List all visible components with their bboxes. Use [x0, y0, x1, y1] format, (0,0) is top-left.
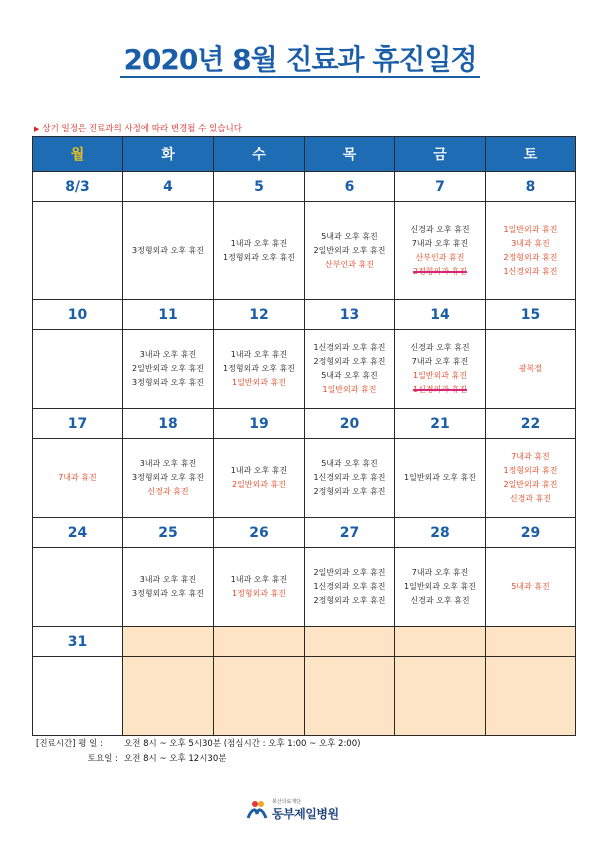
closure-entry: 2일반외과 오후 휴진	[313, 568, 386, 577]
closure-entry: 3내과 오후 휴진	[139, 575, 197, 584]
closure-entry: 1일반외과 휴진	[322, 385, 377, 394]
closure-entry: 1내과 오후 휴진	[230, 350, 288, 359]
schedule-cell	[486, 202, 576, 300]
schedule-row	[33, 202, 576, 300]
closure-entry: 2정형외과 오후 휴진	[313, 357, 386, 366]
closure-entry: 1정형외과 휴진	[503, 466, 558, 475]
closure-entry: 7내과 오후 휴진	[411, 568, 469, 577]
closure-entry: 1일반외과 휴진	[412, 371, 467, 380]
date-cell: 22	[486, 409, 576, 439]
schedule-row	[33, 657, 576, 736]
closure-entry: 7내과 오후 휴진	[411, 238, 469, 248]
schedule-row	[33, 548, 576, 627]
schedule-cell	[305, 657, 395, 736]
weekday-label: 평 일 :	[78, 739, 103, 749]
weekday-header-wed: 수	[214, 137, 305, 172]
schedule-cell	[305, 439, 395, 518]
schedule-row	[33, 330, 576, 409]
closure-entry: 1정형외과 휴진	[231, 589, 286, 598]
date-row	[33, 172, 576, 202]
date-cell: 5	[214, 172, 305, 202]
schedule-cell	[395, 439, 486, 518]
hours-saturday-row	[36, 752, 360, 767]
date-cell: 29	[486, 518, 576, 548]
schedule-cell	[123, 439, 214, 518]
date-cell: 15	[486, 300, 576, 330]
date-cell	[123, 627, 214, 657]
date-cell: 20	[305, 409, 395, 439]
schedule-cell	[214, 202, 305, 300]
schedule-cell	[395, 657, 486, 736]
closure-entry: 3내과 오후 휴진	[139, 350, 197, 359]
notice-arrow-icon: ▶	[34, 125, 40, 133]
schedule-cell	[214, 439, 305, 518]
closure-entry: 1정형외과 오후 휴진	[223, 364, 295, 373]
closure-entry: 1일반외과 오후 휴진	[404, 582, 476, 591]
date-cell: 12	[214, 300, 305, 330]
date-cell: 28	[395, 518, 486, 548]
page-title: 2020년 8월 진료과 휴진일정	[123, 43, 477, 76]
closure-entry: 5내과 휴진	[511, 582, 550, 591]
cancelled-closure-entry: 2정형외과 휴진	[412, 266, 467, 276]
date-row	[33, 300, 576, 330]
closure-entry: 3내과 휴진	[511, 238, 550, 248]
date-cell: 18	[123, 409, 214, 439]
closure-entry: 신경과 휴진	[509, 494, 552, 503]
saturday-label: 토요일 :	[87, 754, 118, 764]
closure-entry: 1일반외과 오후 휴진	[404, 473, 476, 482]
hours-title: [진료시간]	[36, 739, 76, 749]
date-cell: 17	[33, 409, 123, 439]
schedule-cell	[486, 548, 576, 627]
closure-entry: 2일반외과 휴진	[231, 480, 286, 489]
closure-entry: 2정형외과 오후 휴진	[313, 596, 386, 605]
schedule-cell	[214, 548, 305, 627]
closure-entry: 3정형외과 오후 휴진	[132, 245, 204, 255]
closure-entry: 1신경외과 오후 휴진	[313, 343, 386, 352]
schedule-calendar	[32, 136, 576, 736]
logo-mark-icon	[246, 800, 268, 820]
date-cell: 11	[123, 300, 214, 330]
hours-label	[36, 737, 124, 752]
date-cell: 7	[395, 172, 486, 202]
hospital-logo	[246, 798, 339, 822]
date-cell: 27	[305, 518, 395, 548]
closure-entry: 1정형외과 오후 휴진	[223, 252, 295, 262]
schedule-cell	[123, 202, 214, 300]
date-cell: 26	[214, 518, 305, 548]
closure-entry: 5내과 오후 휴진	[321, 371, 378, 380]
date-cell	[305, 627, 395, 657]
cancelled-closure-entry: 1신경외과 휴진	[412, 385, 467, 394]
closure-entry: 3정형외과 오후 휴진	[132, 473, 204, 482]
schedule-cell	[486, 330, 576, 409]
weekday-header-sat: 토	[486, 137, 576, 172]
closure-entry: 1신경외과 오후 휴진	[313, 582, 386, 591]
schedule-cell	[395, 548, 486, 627]
schedule-cell	[33, 657, 123, 736]
date-cell	[486, 627, 576, 657]
schedule-cell	[305, 202, 395, 300]
closure-entry: 3정형외과 오후 휴진	[132, 589, 204, 598]
schedule-cell	[123, 330, 214, 409]
closure-entry: 1내과 오후 휴진	[230, 238, 288, 248]
closure-entry: 신경과 오후 휴진	[410, 224, 470, 234]
closure-entry: 광복절	[518, 364, 543, 373]
notice	[34, 122, 242, 134]
saturday-hours: 오전 8시 ~ 오후 12시30분	[124, 754, 227, 764]
schedule-cell	[305, 548, 395, 627]
closure-entry: 1내과 오후 휴진	[230, 466, 288, 475]
date-row	[33, 409, 576, 439]
schedule-cell	[33, 330, 123, 409]
closure-entry: 3내과 오후 휴진	[139, 459, 197, 468]
weekday-header-thu: 목	[305, 137, 395, 172]
weekday-hours: 오전 8시 ~ 오후 5시30분 (점심시간 : 오후 1:00 ~ 오후 2:00)	[124, 739, 361, 749]
closure-entry: 2일반외과 오후 휴진	[313, 245, 386, 255]
weekday-header-row	[33, 137, 576, 172]
logo-subtitle: 봉산의료재단	[272, 799, 301, 805]
date-cell: 13	[305, 300, 395, 330]
closure-entry: 1신경외과 휴진	[503, 266, 558, 276]
date-cell: 24	[33, 518, 123, 548]
date-cell: 21	[395, 409, 486, 439]
closure-entry: 산부인과 휴진	[325, 259, 374, 269]
closure-entry: 1일반외과 휴진	[231, 378, 286, 387]
closure-entry: 2일반외과 휴진	[503, 480, 558, 489]
schedule-cell	[395, 330, 486, 409]
date-row	[33, 627, 576, 657]
closure-entry: 2정형외과 오후 휴진	[313, 487, 386, 496]
weekday-header-fri: 금	[395, 137, 486, 172]
notice-text: 상기 일정은 진료과의 사정에 따라 변경될 수 있습니다	[42, 124, 242, 134]
hours-weekday-row	[36, 737, 360, 752]
weekday-header-tue: 화	[123, 137, 214, 172]
schedule-cell	[123, 548, 214, 627]
logo-name: 동부제일병원	[272, 807, 339, 821]
schedule-cell	[33, 202, 123, 300]
date-cell: 14	[395, 300, 486, 330]
closure-entry: 산부인과 휴진	[415, 252, 465, 262]
schedule-row	[33, 439, 576, 518]
schedule-cell	[33, 548, 123, 627]
schedule-cell	[305, 330, 395, 409]
closure-entry: 7내과 휴진	[58, 473, 97, 482]
title-underline	[120, 76, 480, 78]
schedule-cell	[33, 439, 123, 518]
closure-entry: 1내과 오후 휴진	[230, 575, 288, 584]
schedule-cell	[123, 657, 214, 736]
closure-entry: 5내과 오후 휴진	[321, 231, 378, 241]
closure-entry: 5내과 오후 휴진	[321, 459, 378, 468]
date-cell	[395, 627, 486, 657]
closure-entry: 2일반외과 오후 휴진	[132, 364, 204, 373]
schedule-cell	[214, 330, 305, 409]
closure-entry: 신경과 휴진	[147, 487, 189, 496]
closure-entry: 3정형외과 오후 휴진	[132, 378, 204, 387]
closure-entry: 7내과 휴진	[511, 452, 550, 461]
schedule-cell	[486, 657, 576, 736]
closure-entry: 1신경외과 오후 휴진	[313, 473, 386, 482]
closure-entry: 신경과 오후 휴진	[410, 343, 470, 352]
schedule-cell	[395, 202, 486, 300]
date-cell: 10	[33, 300, 123, 330]
date-cell: 31	[33, 627, 123, 657]
logo-text	[272, 798, 339, 822]
clinic-hours	[36, 737, 360, 767]
closure-entry: 신경과 오후 휴진	[410, 596, 470, 605]
date-cell	[214, 627, 305, 657]
date-cell: 8/3	[33, 172, 123, 202]
schedule-cell	[214, 657, 305, 736]
date-cell: 4	[123, 172, 214, 202]
date-cell: 8	[486, 172, 576, 202]
closure-entry: 2정형외과 휴진	[503, 252, 558, 262]
schedule-cell	[486, 439, 576, 518]
closure-entry: 1일반외과 휴진	[503, 224, 558, 234]
date-row	[33, 518, 576, 548]
date-cell: 19	[214, 409, 305, 439]
date-cell: 25	[123, 518, 214, 548]
closure-entry: 7내과 오후 휴진	[411, 357, 469, 366]
weekday-header-mon: 월	[33, 137, 123, 172]
date-cell: 6	[305, 172, 395, 202]
